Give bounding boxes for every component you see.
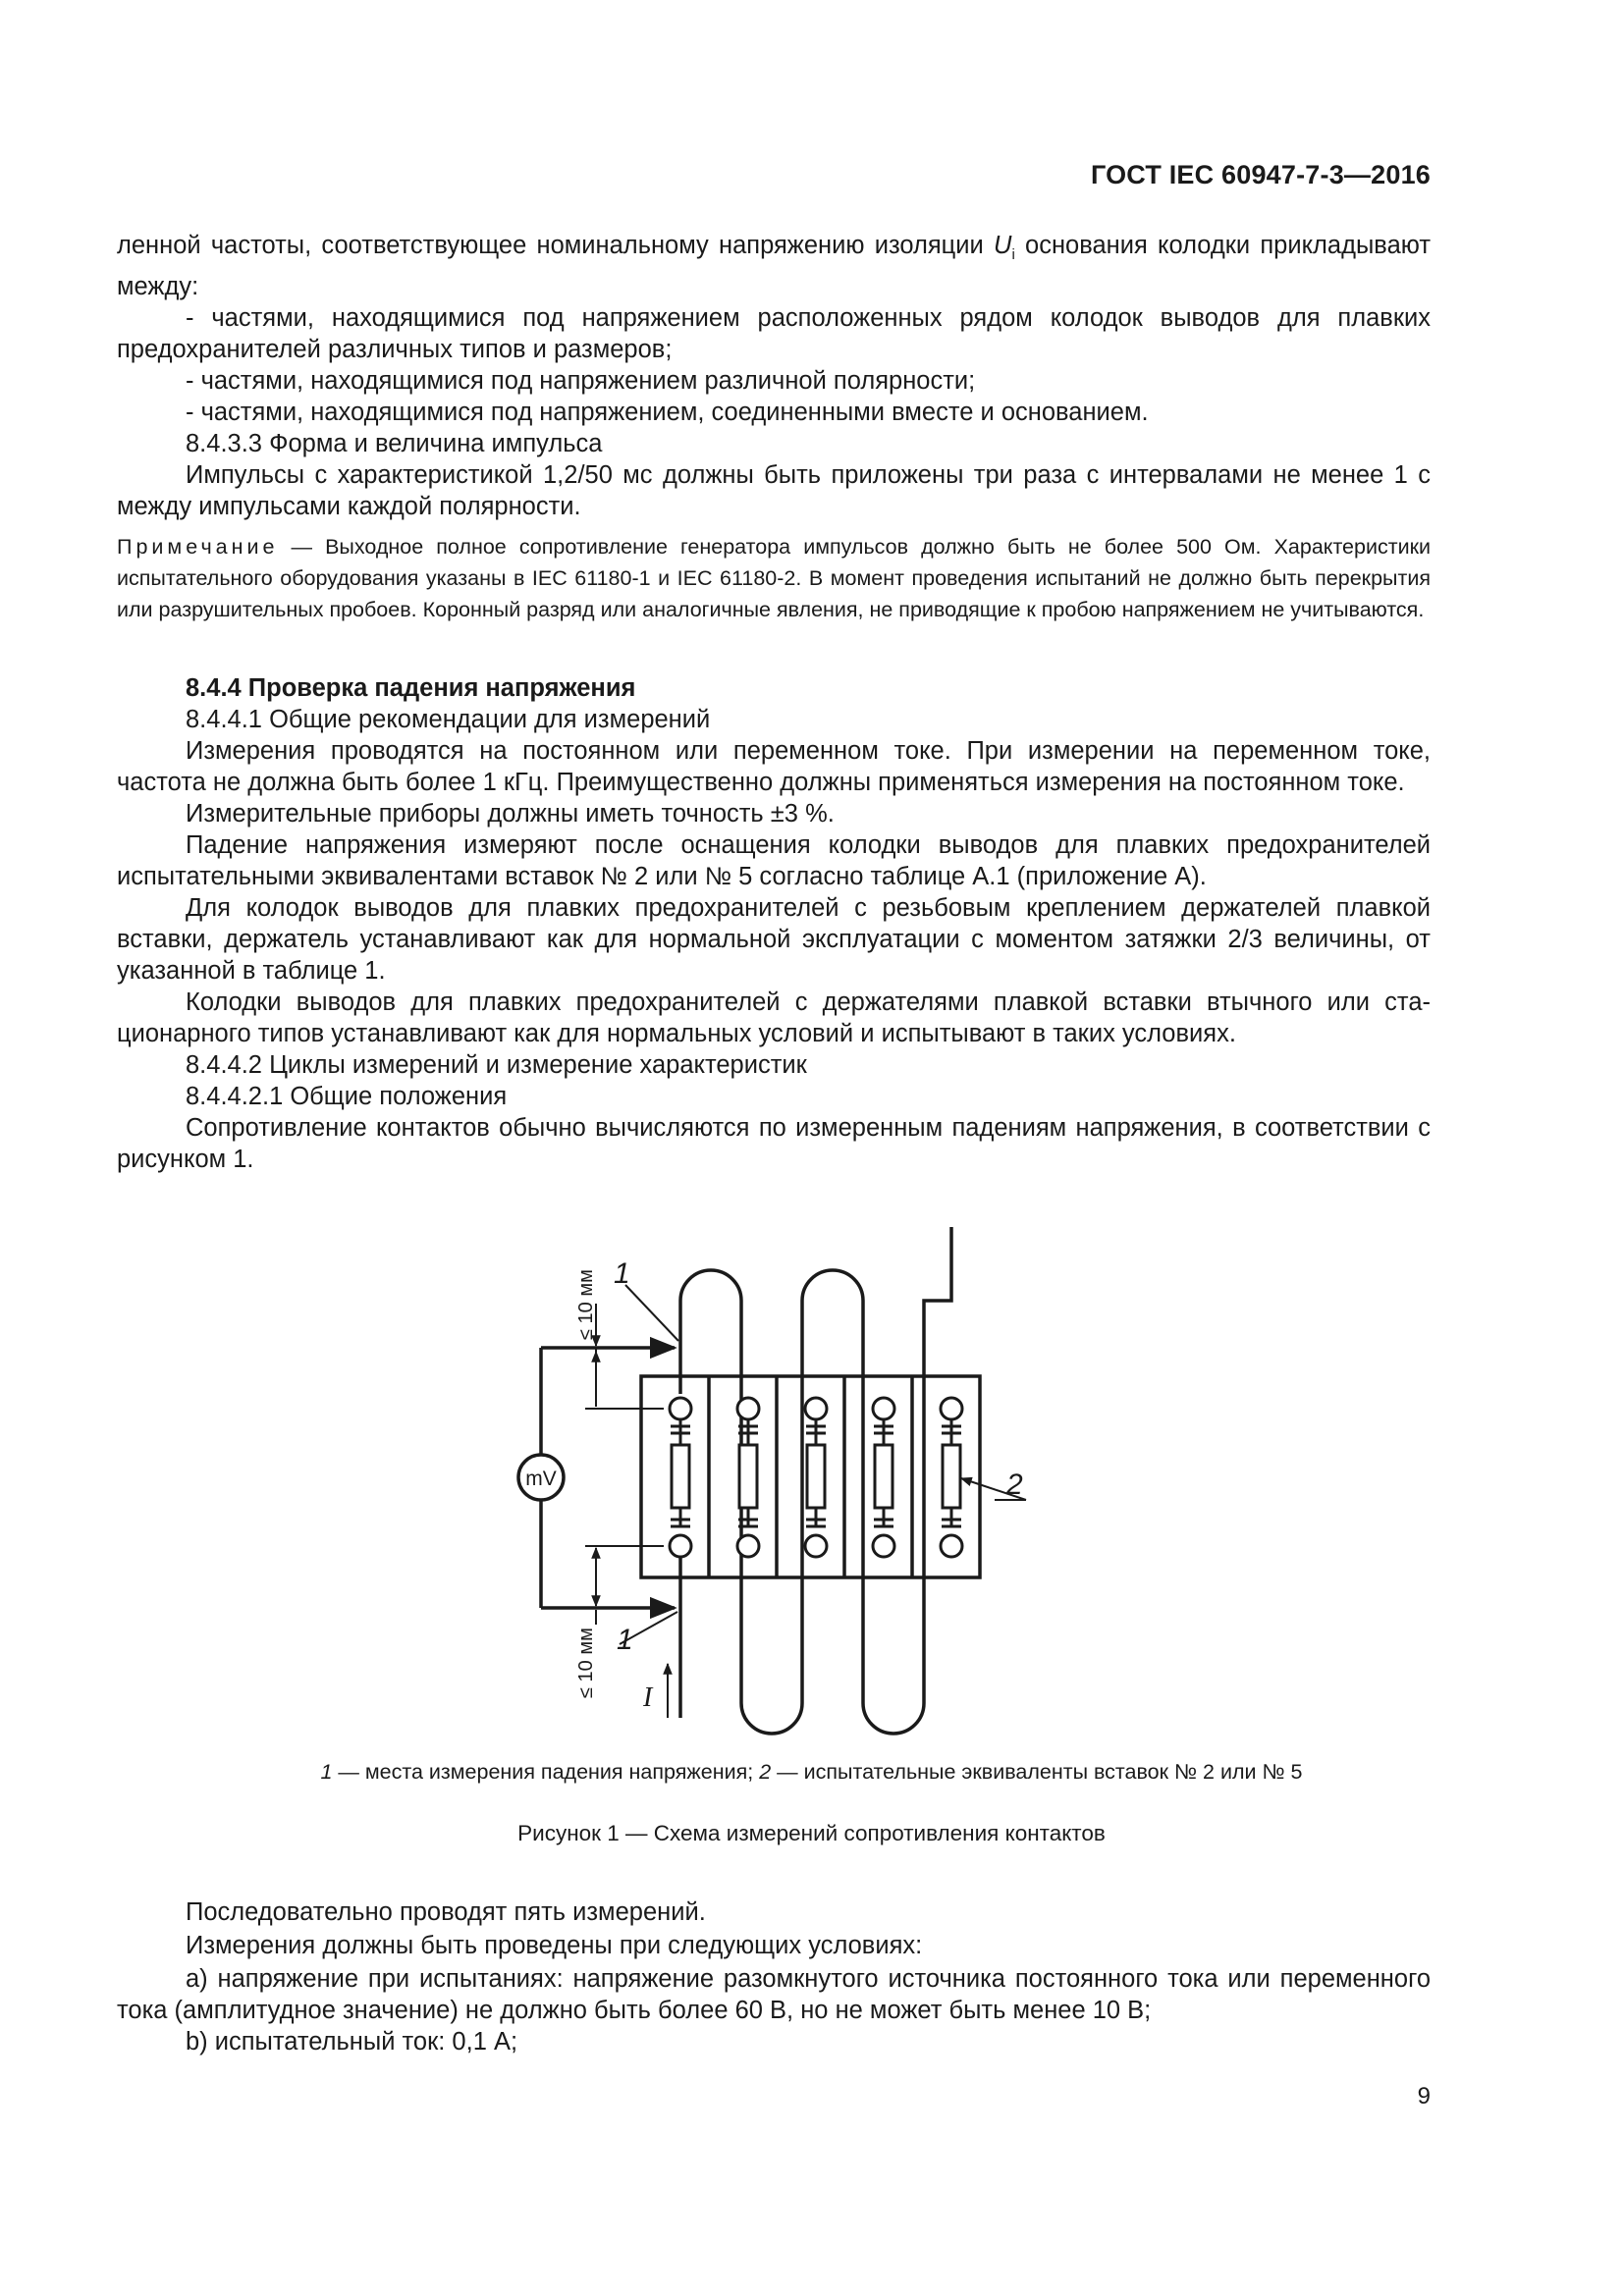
section-heading-8-4-4-2-1: 8.4.4.2.1 Общие положения (186, 1083, 508, 1110)
note-label: Примечание (117, 535, 279, 559)
text-block-1 (117, 230, 1431, 522)
figure-caption: Рисунок 1 — Схема измерений сопротивления контактов (517, 1821, 1106, 1845)
fuse-unit (670, 1398, 691, 1557)
dimension-label-bottom: ≤ 10 мм (575, 1628, 597, 1698)
meter-label: mV (525, 1468, 557, 1490)
paragraph: Сопротивление контактов обычно вычисляются по измеренным падениям напряжения, в соответствии с рисунком 1. (117, 1114, 1431, 1173)
paragraph: Измерительные приборы должны иметь точность ±3 %. (186, 800, 835, 828)
section-heading-8-4-4: 8.4.4 Проверка падения напряжения (186, 674, 636, 702)
callout-1-top: 1 (614, 1257, 630, 1290)
fuse-unit (873, 1398, 894, 1557)
paragraph: Для колодок выводов для плавких предохранителей с резьбовым креплением держателей плавкой вставки, держатель устанавливают как для нормальной эксплуатации с моментом затяжки 2/3 величины, от указанной в таблице 1. (117, 894, 1431, 985)
paragraph: Падение напряжения измеряют после оснащения колодки выводов для плавких предохранителей испытательными эквивалентами вставок № 2 или № 5 согласно таблице А.1 (приложение А). (117, 831, 1431, 890)
variable-u: U (994, 232, 1012, 259)
paragraph: Измерения проводятся на постоянном или переменном токе. При измерении на переменном токе, частота не должна быть более 1 кГц. Преимущественно должны применяться измерения на постоянном токе. (117, 737, 1431, 796)
figure-1 (0, 1227, 1623, 1737)
paragraph: Измерения должны быть проведены при следующих условиях: (186, 1932, 923, 1959)
note-text: — Выходное полное сопротивление генератора импульсов должно быть не более 500 Ом. Характеристики испытательного оборудования указаны в IEC 61180-1 и IEC 61180-2. В момент проведения испытаний не должно быть перекрытия или разрушительных пробоев. Коронный разряд или аналогичные явления, не приводящие к пробою напряжением не учитываются. (117, 535, 1431, 621)
text-block-3 (117, 1896, 1431, 2057)
list-item-b: b) испытательный ток: 0,1 А; (186, 2028, 518, 2056)
paragraph-insulation-voltage: ленной частоты, соответствующее номинальному напряжению изоляции $U_i$ основания колодки прикладывают между: (117, 232, 1431, 300)
callout-2: 2 (1006, 1468, 1023, 1501)
document-code-header: ГОСТ IEC 60947-7-3—2016 (1090, 160, 1431, 189)
callout-1-bottom: 1 (617, 1624, 633, 1656)
dimension-label-top: ≤ 10 мм (575, 1269, 597, 1340)
page-number: 9 (1417, 2083, 1431, 2109)
note-block (117, 531, 1431, 625)
bullet-item: - частями, находящимися под напряжением, соединенными вместе и основанием. (186, 399, 1149, 426)
fuse-unit (941, 1398, 962, 1557)
text-block-2 (117, 672, 1431, 1175)
bullet-item: - частями, находящимися под напряжением различной полярности; (186, 367, 976, 395)
bullet-item: - частями, находящимися под напряжением расположенных рядом колодок выводов для плавких предохранителей различных типов и размеров; (117, 304, 1431, 363)
current-label: I (643, 1682, 653, 1713)
paragraph: Последовательно проводят пять измерений. (186, 1898, 706, 1926)
section-heading-8-4-4-2: 8.4.4.2 Циклы измерений и измерение характеристик (186, 1051, 807, 1079)
section-heading-8-4-3-3: 8.4.3.3 Форма и величина импульса (186, 430, 603, 457)
variable-subscript: i (1011, 246, 1015, 263)
paragraph-impulse: Импульсы с характеристикой 1,2/50 мс должны быть приложены три раза с интервалами не менее 1 с между импульсами каждой полярности. (117, 461, 1431, 520)
fuse-units (670, 1398, 962, 1557)
contact-resistance-diagram (0, 1227, 1623, 1737)
paragraph: Колодки выводов для плавких предохранителей с держателями плавкой вставки втычного или стационарного типов устанавливают как для нормальных условий и испытывают в таких условиях. (117, 988, 1431, 1047)
figure-legend: 1 — места измерения падения напряжения; 2 — испытательные эквиваленты вставок № 2 или № 5 (320, 1760, 1303, 1784)
list-item-a: a) напряжение при испытаниях: напряжение разомкнутого источника постоянного тока или переменного тока (амплитудное значение) не должно быть более 60 В, но не может быть менее 10 В; (117, 1965, 1431, 2024)
fuse-unit (805, 1398, 827, 1557)
section-heading-8-4-4-1: 8.4.4.1 Общие рекомендации для измерений (186, 706, 711, 733)
